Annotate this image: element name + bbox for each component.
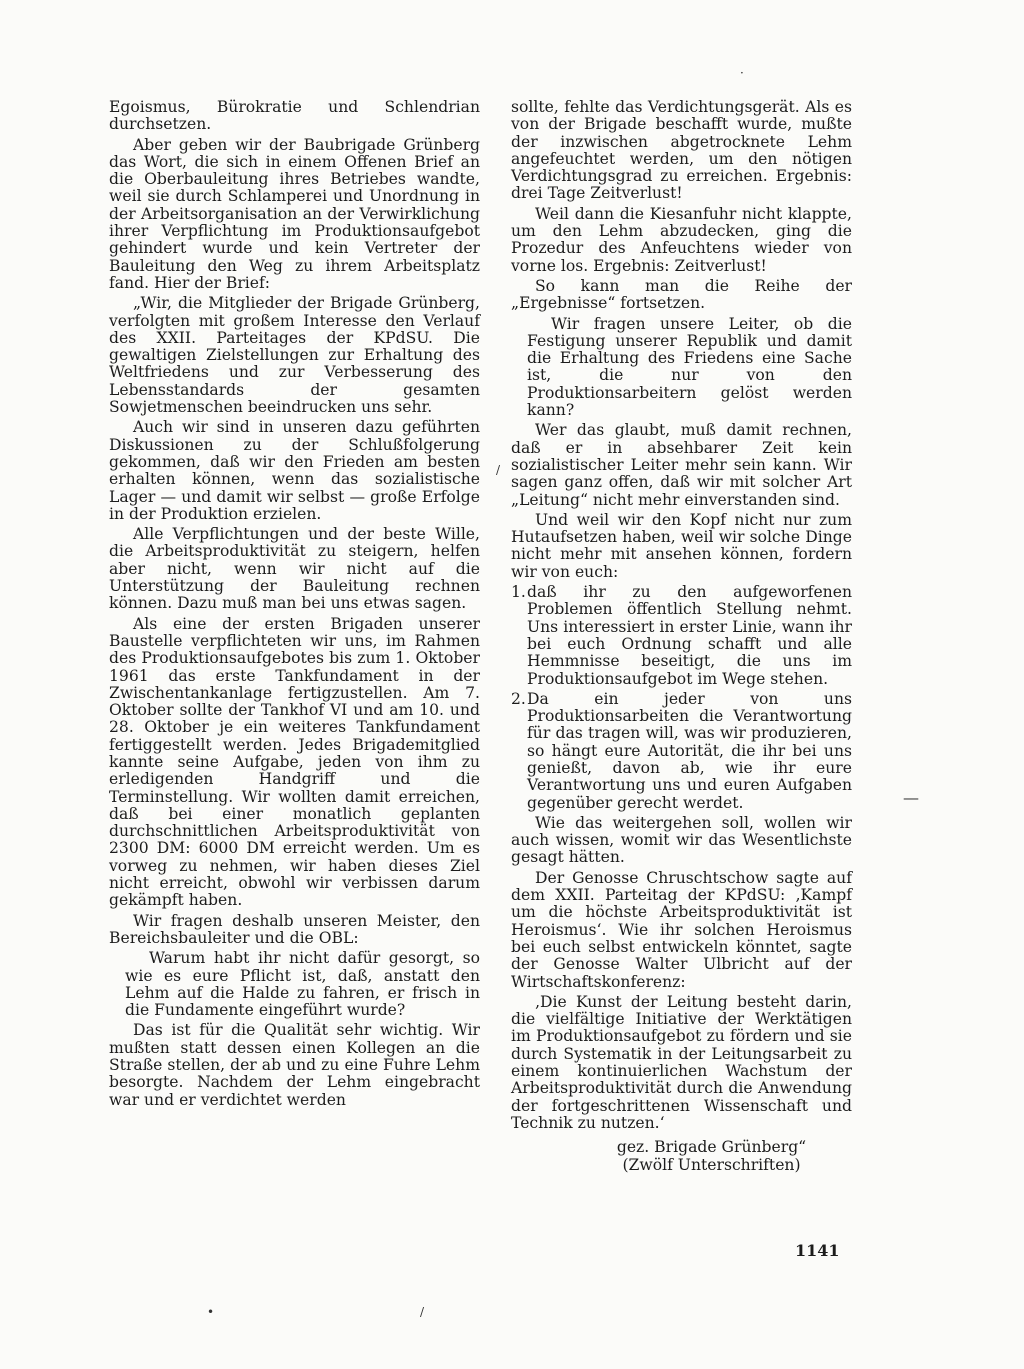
paragraph: Auch wir sind in unseren dazu geführten Diskussionen zu der Schlußfolgerung gekommen, daß wir den Frieden am besten erhalten können, wenn das sozialistische Lager — und damit wir selbst — große Erfolge in der Produktion erzielen. bbox=[109, 418, 480, 523]
scan-speck: — bbox=[903, 788, 919, 807]
list-text: Da ein jeder von uns Produktionsarbeiten die Verantwortung für das tragen will, was wir produzieren, so hängt eure Autorität, die ihr bei uns genießt, davon ab, wie ihr eure Verantwortung uns und euren Aufgaben gegenüber gerecht werdet. bbox=[527, 689, 852, 812]
paragraph: „Wir, die Mitglieder der Brigade Grünberg, verfolgten mit großem Interesse den Verlauf des XXII. Parteitages der KPdSU. Die gewaltigen Zielstellungen zur Erhaltung des Weltfriedens und zur Verbesserung des Lebensstandards der gesamten Sowjetmenschen beeindrucken uns sehr. bbox=[109, 294, 480, 417]
signature-note: (Zwölf Unterschriften) bbox=[622, 1156, 801, 1175]
list-number: 2. bbox=[511, 689, 526, 708]
paragraph: Und weil wir den Kopf nicht nur zum Hutaufsetzen haben, weil wir solche Dinge nicht mehr mit ansehen können, fordern wir von euch: bbox=[511, 510, 852, 581]
list-number: 1. bbox=[511, 583, 526, 602]
paragraph: So kann man die Reihe der „Ergebnisse“ fortsetzen. bbox=[511, 276, 852, 313]
signature-block bbox=[511, 1138, 852, 1174]
list-text: daß ihr zu den aufgeworfenen Problemen öffentlich Stellung nehmt. Uns interessiert in erster Linie, wann ihr bei euch Ordnung schafft und alle Hemmnisse beseitigt, die uns im Produktionsaufgebot im Wege stehen. bbox=[527, 583, 852, 688]
list-item bbox=[511, 691, 852, 812]
quoted-question: Wir fragen unsere Leiter, ob die Festigung unserer Republik und damit die Erhaltung des Friedens eine Sache ist, die nur von den Produktionsarbeitern gelöst werden kann? bbox=[527, 314, 852, 420]
signature: gez. Brigade Grünberg“ bbox=[616, 1138, 807, 1157]
paragraph: Wir fragen deshalb unseren Meister, den Bereichsbauleiter und die OBL: bbox=[109, 911, 480, 947]
list-item bbox=[511, 584, 852, 688]
scan-speck: · bbox=[740, 66, 744, 80]
paragraph: Alle Verpflichtungen und der beste Wille, die Arbeitsproduktivität zu steigern, helfen aber nicht, wenn wir nicht auf die Unterstützung der Bauleitung rechnen können. Dazu muß man bei uns etwas sagen. bbox=[109, 525, 480, 613]
page-number: 1141 bbox=[795, 1241, 840, 1260]
paragraph: Wie das weitergehen soll, wollen wir auch wissen, womit wir das Wesentlichste gesagt hätten. bbox=[511, 813, 852, 867]
quotation: ‚Die Kunst der Leitung besteht darin, die vielfältige Initiative der Werktätigen im Produktionsaufgebot zu fördern und sie durch Systematik in der Leitungsarbeit zu einem kontinuierlichen Wachstum der Arbeitsproduktivität durch die Anwendung der fortgeschrittenen Wissenschaft und Technik zu nutzen.‘ bbox=[511, 992, 852, 1132]
quoted-question: Warum habt ihr nicht dafür gesorgt, so wie es eure Pflicht ist, daß, anstatt den Lehm auf die Halde zu fahren, er frisch in die Fundamente eingeführt wurde? bbox=[125, 949, 480, 1020]
scan-speck: / bbox=[496, 463, 501, 477]
paragraph: Als eine der ersten Brigaden unserer Baustelle verpflichteten wir uns, im Rahmen des Produktionsaufgebotes bis zum 1. Oktober 1961 das erste Tankfundament in der Zwischentankanlage fertigzustellen. Am 7. Oktober sollte der Tankhof VI und am 10. und 28. Oktober je ein weiteres Tankfundament fertiggestellt werden. Jedes Brigademitglied kannte seine Aufgabe, jeden von ihm zu erledigenden Handgriff und die Terminstellung. Wir wollten damit erreichen, daß bei einer monatlich geplanten durchschnittlichen Arbeitsproduktivität von 2300 DM: 6000 DM erreicht werden. Um es vorweg zu nehmen, wir haben dieses Ziel nicht erreicht, obwohl wir verbissen darum gekämpft haben. bbox=[109, 614, 480, 910]
right-column bbox=[511, 99, 852, 1174]
paragraph: Aber geben wir der Baubrigade Grünberg das Wort, die sich in einem Offenen Brief an die Oberbauleitung ihres Betriebes wandte, weil sie durch Schlamperei und Unordnung in der Arbeitsorganisation an der Verwirklichung ihrer Verpflichtung im Produktionsaufgebot gehindert wurde und kein Vertreter der Bauleitung den Weg zu ihrem Arbeitsplatz fand. Hier der Brief: bbox=[109, 135, 480, 292]
paragraph: Das ist für die Qualität sehr wichtig. Wir mußten statt dessen einen Kollegen an die Straße stellen, der ab und zu eine Fuhre Lehm besorgte. Nachdem der Lehm eingebracht war und er verdichtet werden bbox=[109, 1021, 480, 1109]
left-column bbox=[109, 99, 480, 1112]
demands-list bbox=[511, 584, 852, 812]
paragraph: Egoismus, Bürokratie und Schlendrian durchsetzen. bbox=[109, 98, 480, 134]
paragraph: Wer das glaubt, muß damit rechnen, daß er in absehbarer Zeit kein sozialistischer Leiter mehr sein kann. Wir sagen ganz offen, daß wir mit solcher Art „Leitung“ nicht mehr einverstanden sind. bbox=[511, 421, 852, 509]
paragraph: sollte, fehlte das Verdichtungsgerät. Als es von der Brigade beschafft wurde, mußte der inzwischen abgetrocknete Lehm angefeuchtet werden, um den nötigen Verdichtungsgrad zu erreichen. Ergebnis: drei Tage Zeitverlust! bbox=[511, 98, 852, 203]
paragraph: Weil dann die Kiesanfuhr nicht klappte, um den Lehm abzudecken, ging die Prozedur des Anfeuchtens wieder von vorne los. Ergebnis: Zeitverlust! bbox=[511, 204, 852, 275]
paragraph: Der Genosse Chruschtschow sagte auf dem XXII. Parteitag der KPdSU: ‚Kampf um die höchste Arbeitsproduktivität ist Heroismus‘. Wie ihr solchen Heroismus bei euch selbst entwickeln könntet, sagte der Genosse Walter Ulbricht auf der Wirtschaftskonferenz: bbox=[511, 868, 852, 991]
scan-speck: / bbox=[420, 1305, 425, 1319]
scan-speck: • bbox=[207, 1305, 215, 1319]
